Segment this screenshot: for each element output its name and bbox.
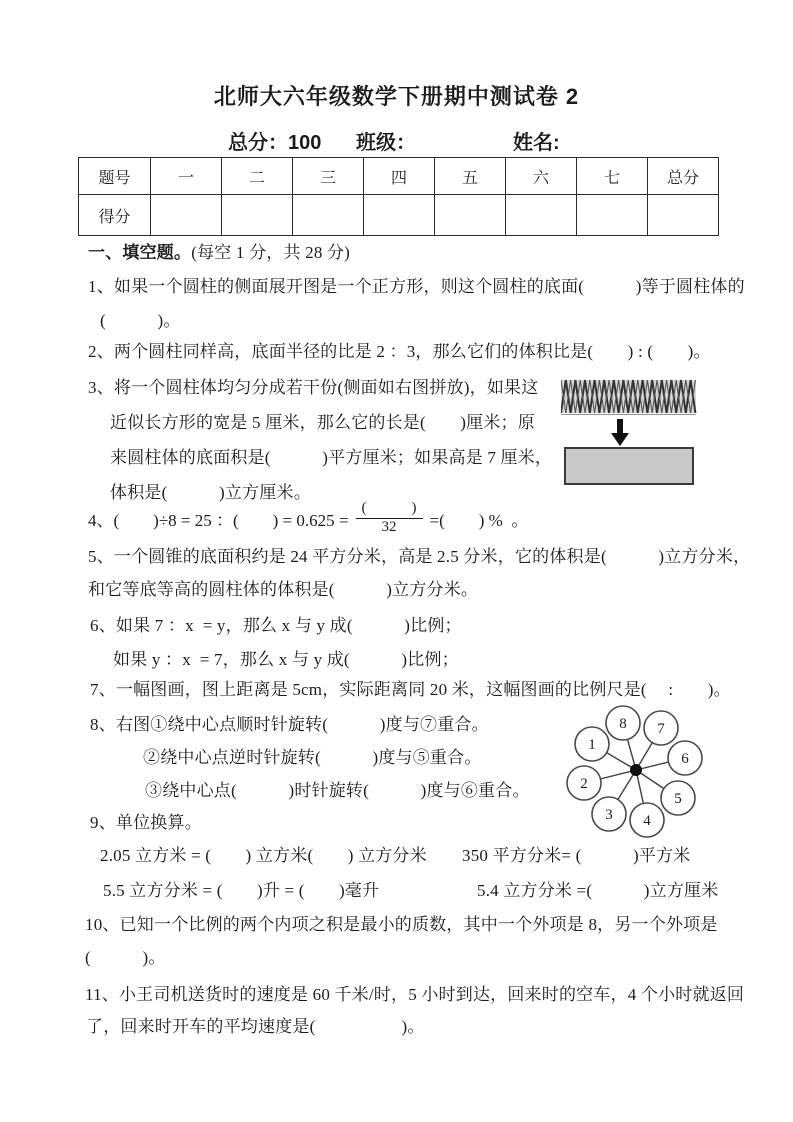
cylinder-sectors-figure — [561, 374, 697, 491]
question-9-label: 9、单位换算。 — [90, 813, 202, 832]
question-5-line-2: 和它等底等高的圆柱体的体积是( )立方分米。 — [88, 580, 479, 599]
score-cell — [648, 195, 719, 236]
question-9-row-2-left: 5.5 立方分米 = ( )升 = ( )毫升 — [103, 881, 380, 900]
score-cell — [364, 195, 435, 236]
page-title: 北师大六年级数学下册期中测试卷 2 — [213, 84, 580, 109]
col-header: 三 — [293, 158, 364, 195]
question-11-line-1: 11、小王司机送货时的速度是 60 千米/时，5 小时到达，回来时的空车，4 个小时就返回 — [85, 985, 745, 1004]
question-1-line-2: ( )。 — [100, 311, 181, 330]
diagram-circle-label: 2 — [580, 776, 588, 792]
col-header: 七 — [577, 158, 648, 195]
fraction — [356, 500, 423, 536]
question-8-line-1: 8、右图①绕中心点顺时针旋转( )度与⑦重合。 — [90, 715, 489, 734]
rotation-diagram-svg — [553, 696, 721, 846]
question-5-line-1: 5、一个圆锥的底面积约是 24 平方分米，高是 2.5 分米，它的体积是( )立方分米， — [88, 547, 751, 566]
score-cell — [151, 195, 222, 236]
question-1-line-1: 1、如果一个圆柱的侧面展开图是一个正方形，则这个圆柱的底面( )等于圆柱体的 — [88, 277, 745, 296]
question-6-line-2: 如果 y ：x = 7，那么 x 与 y 成( )比例； — [113, 650, 459, 669]
fraction-denominator: 32 — [381, 519, 397, 535]
diagram-circle-label: 3 — [605, 807, 613, 823]
rotation-diagram-figure — [553, 696, 721, 851]
question-8-line-2: ②绕中心点逆时针旋转( )度与⑤重合。 — [143, 748, 482, 767]
question-10-line-1: 10、已知一个比例的两个内项之积是最小的质数，其中一个外项是 8，另一个外项是 — [85, 915, 718, 934]
row-label: 得分 — [79, 195, 151, 236]
question-9-row-1-left: 2.05 立方米 = ( ) 立方米( ) 立方分米 — [100, 846, 427, 865]
down-arrow-shaft — [617, 419, 623, 434]
question-6-line-1: 6、如果 7 ：x = y，那么 x 与 y 成( )比例； — [90, 616, 462, 635]
class-label: 班级： — [356, 132, 416, 154]
question-4-suffix: =( ) % 。 — [429, 510, 529, 530]
total-score-label: 总分：100 — [228, 132, 322, 154]
question-2-line-1: 2、两个圆柱同样高，底面半径的比是 2 ：3，那么它们的体积比是( ) : ( )。 — [88, 342, 711, 361]
question-9-row-1-right: 350 平方分米= ( )平方米 — [462, 846, 691, 865]
name-label: 姓名: — [513, 132, 560, 154]
diagram-circle-label: 7 — [657, 721, 665, 737]
down-arrow-head — [611, 433, 629, 446]
question-9-row-2-right: 5.4 立方分米 =( )立方厘米 — [477, 881, 719, 900]
question-3-line-1: 3、将一个圆柱体均匀分成若干份(侧面如右图拼放)，如果这 — [88, 378, 539, 397]
diagram-center-dot — [630, 764, 642, 776]
score-cell — [293, 195, 364, 236]
question-3-line-4: 体积是( )立方厘米。 — [110, 483, 311, 502]
question-8-line-3: ③绕中心点( )时针旋转( )度与⑥重合。 — [145, 781, 530, 800]
section-heading-bold: 一、填空题。 — [88, 243, 192, 262]
question-4-prefix: 4、( )÷8 = 25 ：( ) = 0.625 = — [88, 510, 349, 530]
assembled-rectangle — [565, 448, 693, 484]
score-cell — [435, 195, 506, 236]
col-header: 二 — [222, 158, 293, 195]
col-header: 总分 — [648, 158, 719, 195]
question-4-line — [88, 500, 528, 536]
question-3-line-2: 近似长方形的宽是 5 厘米，那么它的长是( )厘米；原 — [110, 413, 535, 432]
diagram-circle-label: 8 — [619, 716, 627, 732]
col-header: 四 — [364, 158, 435, 195]
score-cell — [577, 195, 648, 236]
col-header: 五 — [435, 158, 506, 195]
score-cell — [222, 195, 293, 236]
table-row-scores — [79, 195, 719, 236]
section-heading-note: (每空 1 分，共 28 分) — [191, 243, 351, 262]
fraction-numerator: ( ) — [356, 500, 423, 519]
diagram-circle-label: 5 — [674, 791, 682, 807]
table-row-question-numbers — [79, 158, 719, 195]
question-3-line-3: 来圆柱体的底面积是( )平方厘米；如果高是 7 厘米， — [110, 448, 553, 467]
col-header: 一 — [151, 158, 222, 195]
diagram-circle-label: 1 — [588, 737, 596, 753]
diagram-circle-label: 6 — [681, 751, 689, 767]
cylinder-sectors-svg — [561, 374, 697, 486]
question-7-line-1: 7、一幅图画，图上距离是 5cm，实际距离同 20 米，这幅图画的比例尺是( : )。 — [90, 680, 731, 699]
diagram-circle-label: 4 — [643, 813, 651, 829]
col-header: 六 — [506, 158, 577, 195]
score-cell — [506, 195, 577, 236]
col-header: 题号 — [79, 158, 151, 195]
question-10-line-2: ( )。 — [85, 948, 166, 967]
section-one-heading — [88, 242, 350, 264]
score-table — [78, 157, 719, 236]
question-11-line-2: 了，回来时开车的平均速度是( )。 — [86, 1017, 425, 1036]
